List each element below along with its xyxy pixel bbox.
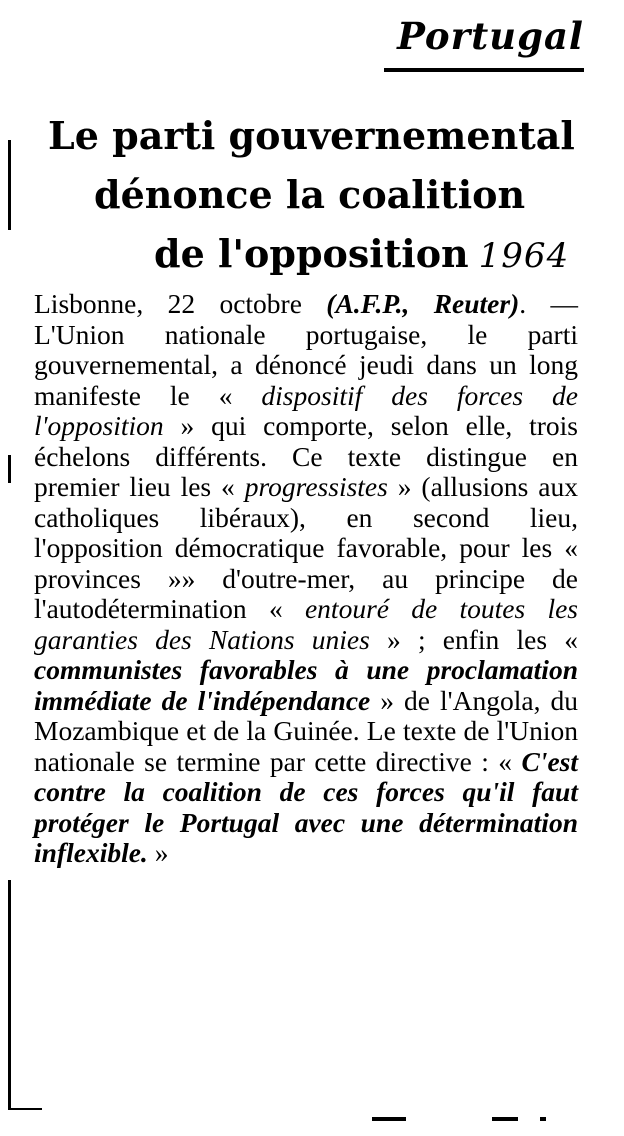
headline-line-3-wrapper — [40, 224, 580, 286]
section-title: Portugal — [397, 14, 584, 58]
quote-directive: C'est contre la coalition de ces forces qu'il faut protéger le Portugal avec une détermination inflexible. — [34, 745, 578, 868]
body-text-1: . — L'Union nationale portugaise, le parti gouvernemental, a dénoncé jeudi dans un long manifeste le « — [34, 288, 578, 411]
quote-progressistes: progressistes — [244, 471, 388, 502]
body-text-5: » de l'Angola, du Mozambique et de la Guinée. Le texte de l'Union nationale se termine par cette directive : « — [34, 684, 578, 777]
left-margin-line-lower — [8, 880, 11, 1110]
quote-communistes: communistes favorables à une proclamation immédiate de l'indépendance — [34, 654, 578, 716]
closing-quote: » — [147, 837, 169, 868]
body-text-3: » (allusions aux catholiques libéraux), en second lieu, l'opposition démocratique favorable, pour les « provinces »» d'outre-mer, au principe de l'autodétermination « — [34, 471, 578, 624]
headline-line-3: de l'opposition — [154, 231, 469, 276]
handwritten-year-note: 1964 — [478, 236, 570, 276]
headline — [40, 106, 580, 286]
news-agencies: (A.F.P., Reuter) — [326, 288, 520, 319]
headline-line-2: dénonce la coalition — [94, 172, 526, 217]
headline-line-1: Le parti gouvernemental — [48, 113, 575, 158]
body-text-2: » qui comporte, selon elle, trois échelons différents. Ce texte distingue en premier lieu les « — [34, 410, 578, 502]
bottom-corner-rule — [8, 1108, 42, 1110]
article-body — [34, 289, 578, 869]
bottom-cropped-marks — [372, 1116, 572, 1122]
quote-dispositif: dispositif des forces de l'opposition — [34, 379, 578, 441]
dateline: Lisbonne, 22 octobre — [34, 288, 327, 319]
left-margin-line — [8, 140, 11, 230]
body-text-4: » ; enfin les « — [369, 623, 578, 655]
quote-garanties: entouré de toutes les garanties des Nations unies — [34, 593, 578, 655]
section-rule — [384, 68, 584, 72]
left-margin-tick — [8, 455, 11, 483]
